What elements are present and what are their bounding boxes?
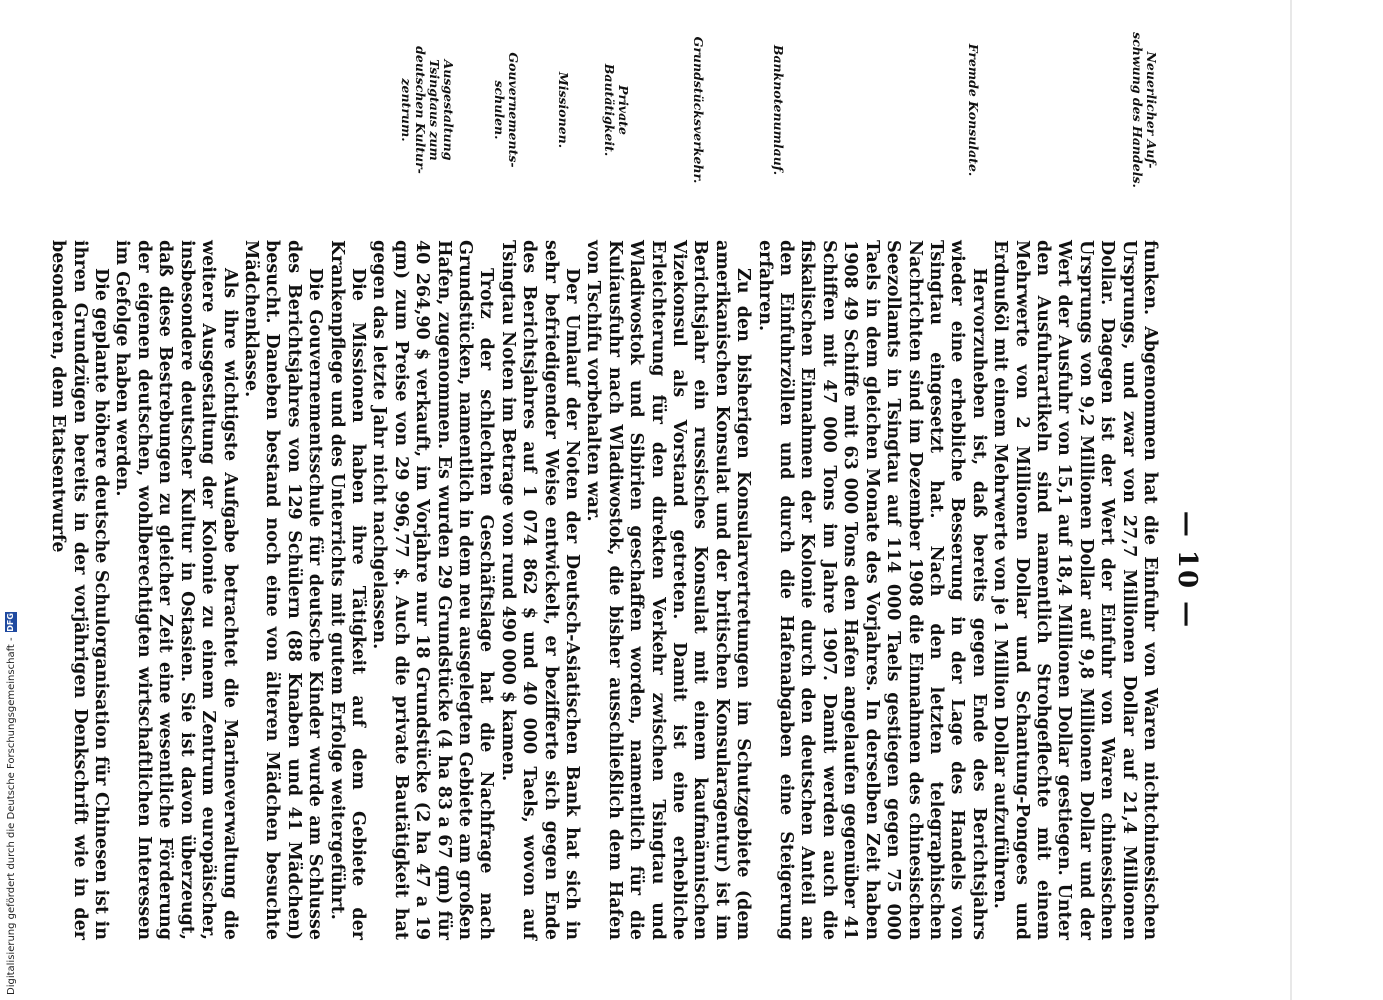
- page-number: — 10 —: [1172, 510, 1202, 630]
- credit-text: Digitalisierung gefördert durch die Deutsche Forschungsgemeinschaft -: [5, 637, 17, 995]
- paragraph: Trotz der schlechten Geschäftslage hat die Nachfrage nach Grundstücken, namentlich in dem neu ausgelegten Gebiete am großen Hafen, zugenommen. Es wurden 29 Grundstücke (4 ha 83 a 67 qm) für 40 264,90 $ verkauft, im Vorjahre nur 18 Grundstücke (2 ha 47 a 19 qm) zum Preise von 29 996,77 $. Auch die private Bautätigkeit hat gegen das letzte Jahr nicht nachgelassen.: [369, 240, 497, 940]
- margin-note: Private Bautätigkeit.: [602, 63, 631, 157]
- body-text: [47, 240, 1160, 940]
- margin-note: Grundstücksverkehr.: [691, 36, 706, 184]
- paragraph: Die Missionen haben ihre Tätigkeit auf dem Gebiete der Krankenpflege und des Unterrichts mit gutem Erfolge weitergeführt.: [326, 240, 368, 940]
- paragraph: funken. Abgenommen hat die Einfuhr von Waren nichtchinesischen Ursprungs, und zwar von 27,7 Millionen Dollar auf 21,4 Millionen Dollar. Dagegen ist der Wert der Einfuhr von Waren chinesischen Ursprungs von 9,2 Millionen Dollar auf 9,8 Millionen Dollar und der Wert der Ausfuhr von 15,1 auf 18,4 Millionen Dollar gestiegen. Unter den Ausfuhrartikeln sind namentlich Strohgeflechte mit einem Mehrwerte von 2 Millionen Dollar und Schantung-Pongees und Erdnußöl mit einem Mehrwerte von je 1 Million Dollar aufzuführen.: [990, 240, 1160, 940]
- paragraph: Hervorzuheben ist, daß bereits gegen Ende des Berichtsjahrs wieder eine erhebliche Besserung in der Lage des Handels von Tsingtau eingesetzt hat. Nach den letzten telegraphischen Nachrichten sind im Dezember 1908 die Einnahmen des chinesischen Seezollamts in Tsingtau auf 114 000 Taels gestiegen gegen 75 000 Taels in dem gleichen Monate des Vorjahres. In derselben Zeit haben 1908 49 Schiffe mit 63 000 Tons den Hafen angelaufen gegenüber 41 Schiffen mit 47 000 Tons im Jahre 1907. Damit werden auch die fiskalischen Einnahmen der Kolonie durch den deutschen Anteil an den Einfuhrzöllen und durch die Hafenabgaben eine Steigerung erfahren.: [754, 240, 989, 940]
- rotated-page-content: [48, 32, 1210, 940]
- margin-note: Gouvernements- schulen.: [492, 52, 521, 168]
- paragraph: Der Umlauf der Noten der Deutsch-Asiatischen Bank hat sich in sehr befriedigender Weise entwickelt, er bezifferte sich gegen Ende des Berichtsjahres auf 1 074 862 $ und 40 000 Taels, wovon auf Tsingtau Noten im Betrage von rund 490 000 $ kamen.: [497, 240, 583, 940]
- paragraph: Zu den bisherigen Konsularvertretungen im Schutzgebiete (dem amerikanischen Konsulat und der britischen Konsularagentur) ist im Berichtsjahr ein russisches Konsulat mit einem kaufmännischen Vizekonsul als Vorstand getreten. Damit ist eine erhebliche Erleichterung für den direkten Verkehr zwischen Tsingtau und Wladiwostok und Sibirien geschaffen worden, namentlich für die Kulíausfuhr nach Wladiwostok, die bisher ausschließlich dem Hafen von Tschifu vorbehalten war.: [583, 240, 754, 940]
- paragraph: Die geplante höhere deutsche Schulorganisation für Chinesen ist in ihren Grundzügen bereits in der vorjährigen Denkschrift wie in der besonderen, dem Etatsentwurfe: [48, 240, 112, 940]
- paragraph: Als ihre wichtigste Aufgabe betrachtet die Marineverwaltung die weitere Ausgestaltung der Kolonie zu einem Zentrum europäischer, insbesondere deutscher Kultur in Ostasien. Sie ist davon überzeugt, daß diese Bestrebungen zu gleicher Zeit eine wesentliche Förderung der eigenen deutschen, wohlberechtigten wirtschaftlichen Interessen im Gefolge haben werden.: [112, 240, 240, 940]
- scan-edge: [1290, 0, 1292, 1000]
- margin-note: Banknotenumlauf.: [771, 44, 786, 176]
- paragraph: Die Gouvernementsschule für deutsche Kinder wurde am Schlusse des Berichtsjahres von 129 Schülern (88 Knaben und 41 Mädchen) besucht. Daneben bestand noch eine von älteren Mädchen besuchte Mädchenklasse.: [240, 240, 326, 940]
- digitization-credit: [5, 612, 17, 995]
- margin-note: Fremde Konsulate.: [966, 43, 981, 177]
- margin-note: Neuerlicher Auf- schwung des Handels.: [1130, 32, 1159, 188]
- margin-note: Missionen.: [556, 71, 571, 149]
- margin-note: Ausgestaltung Tsingtaus zum deutschen Kultur- zentrum.: [399, 46, 456, 174]
- dfg-logo: DFG: [6, 613, 15, 632]
